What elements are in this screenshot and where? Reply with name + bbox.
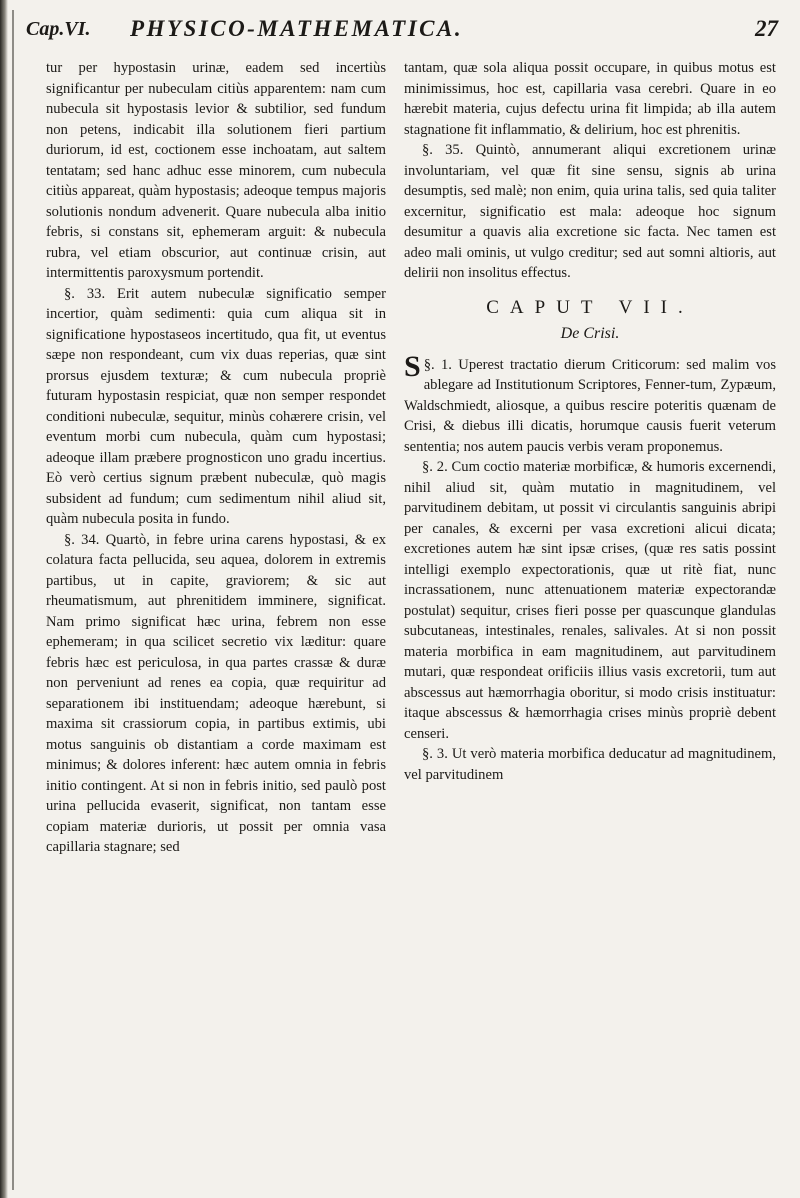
paragraph-section-1-text: Uperest tractatio dierum Criticorum: sed malim vos ablegare ad Institutionum Scriptores, Fenner-tum, Zypæum, Waldschmiedt, aliosque, a quibus rescire poteritis quænam de Crisi, & diebus illi dicatis, horumque causis fuerit veterum sententia; nos autem paucis verbis veram proponemus. <box>404 356 777 455</box>
paragraph-section-1 <box>404 349 777 458</box>
paragraph-continuation-right: tantam, quæ sola aliqua possit occupare, in quibus motus est minimissimus, hoc est, capillaria vasa cerebri. Quare in eo hærebit materia, cujus defectu urina fit limpida; ab illa autem stagnatione fit inflammatio, & delirium, hoc est phrenitis. <box>404 60 776 138</box>
paragraph-section-3: §. 3. Ut verò materia morbifica deducatur ad magnitudinem, vel parvitudinem <box>404 746 776 783</box>
paragraph-continuation: tur per hypostasin urinæ, eadem sed incertiùs significantur per nubeculam citiùs apparentem: nam cum nubecula sit hypostasis levior & subtilior, sed fundum non petens, indicabit illa solutionem fieri partium duriorum, id est, coctionem esse inchoatam, aut saltem tentatam; sed hanc adhuc esse minorem, cum nubecula citiùs appareat, quàm hypostasis; adeoque tempus majoris solutionis nondum advenerit. Quare nubecula alba initio febris, si constans sit, ephemeram arguit: & nubecula rubra, vel etiam obscurior, aut continuæ crisin, aut intermittentis paroxysmum portendit. <box>46 60 386 281</box>
paragraph-section-35: §. 35. Quintò, annumerant aliqui excretionem urinæ involuntariam, vel quæ fit sine sensu, signis ab urina desumptis, sed malè; non enim, quia urina talis, sed quia taliter excernitur, significatio est mala: adeoque hoc signum desumitur a quavis alia excretione sic facta. Nec tamen est adeo mali ominis, ut vulgo creditur; sed aut somni altioris, aut delirii non insolitus effectus. <box>404 142 776 281</box>
page-number: 27 <box>755 16 778 41</box>
paragraph-section-34: §. 34. Quartò, in febre urina carens hypostasi, & ex colatura facta pellucida, seu aquea, dolorem in extremis partibus, ut in capite, graviorem; & sic aut rheumatismum, aut phrenitidem imminere, significat. Nam primo significat hæc urina, febrem non esse ephemeram; in qua scilicet secretio vix læditur: quare febris hæc est periculosa, in qua partes crassæ & duræ non perveniunt ad renes ea copia, quæ requiritur ad separationem ibi instituendam; adeoque hærebunt, si maxima sit crassiorum copia, in partibus extimis, ubi motus sanguinis ob distantiam a corde maximam est minimus; & dolores inferent: hæc autem omnia in febris initio contingent. At si non in febris initio, sed paulò post urina pellucida evaserit, significat, non tantam esse copiam materiæ durioris, ut possit per omnia vasa capillaria stagnare; sed <box>46 531 386 855</box>
right-column <box>404 58 776 785</box>
drop-cap: S <box>404 349 421 383</box>
running-title: PHYSICO-MATHEMATICA. <box>130 16 464 41</box>
running-header <box>26 12 780 52</box>
paragraph-section-33: §. 33. Erit autem nubeculæ significatio semper incertior, quàm sedimenti: quia cum aliqua sit in significatione hypostaseos incertitudo, qua fit, ut eventus sæpe non respondeant, cum vix duas reperias, quæ sint prorsus ejusdem texturæ; & cum nubecula propriè futuram hypostasin respiciat, quæ non semper respondet conditioni nubeculæ, sequitur, minùs cohærere crisin, vel eventum morbi cum nubecula, quàm cum hypostasi; adeoque illam præbere prognosticon uno gradu incertius. Eò verò certius signum præbent nubeculæ, quò magis subsident ad fundum; cum sedimentum nihil aliud sit, quàm nubecula posita in fundo. <box>46 285 386 527</box>
paragraph-section-2: §. 2. Cum coctio materiæ morbificæ, & humoris excernendi, nihil aliud sit, quàm mutatio in magnitudinem, vel parvitudinem debitam, ut possit vi circulantis sanguinis abripi per canales, & excerni per vasa excretioni alicui dicata; excretiones autem hæ sint ipsæ crises, (quæ res satis possint intelligi exemplo expectorationis, quæ ut ritè fiat, nunc incrassationem, nunc attenuationem materiæ expectorandæ postulat) sequitur, crises fieri posse per quascunque glandulas subcutaneas, intestinales, renales, salivales. At si non possit materia morbifica in eam magnitudinem, aut parvitudinem mutari, quæ respondeat orificiis illius vasis excretorii, tum aut abscessus aut hæmorrhagia oboritur, si modo crisis instituatur: itaque abscessus & hæmorrhagia crises minùs propriè debent censeri. <box>404 459 776 742</box>
chapter-label: Cap.VI. <box>26 18 91 40</box>
chapter-heading: CAPUT VII. <box>486 296 694 318</box>
page-binding-shadow <box>0 0 8 1198</box>
chapter-subtitle: De Crisi. <box>560 325 620 342</box>
margin-rule <box>12 10 14 1190</box>
section-number: §. 1. <box>423 356 452 373</box>
left-column <box>46 58 386 858</box>
